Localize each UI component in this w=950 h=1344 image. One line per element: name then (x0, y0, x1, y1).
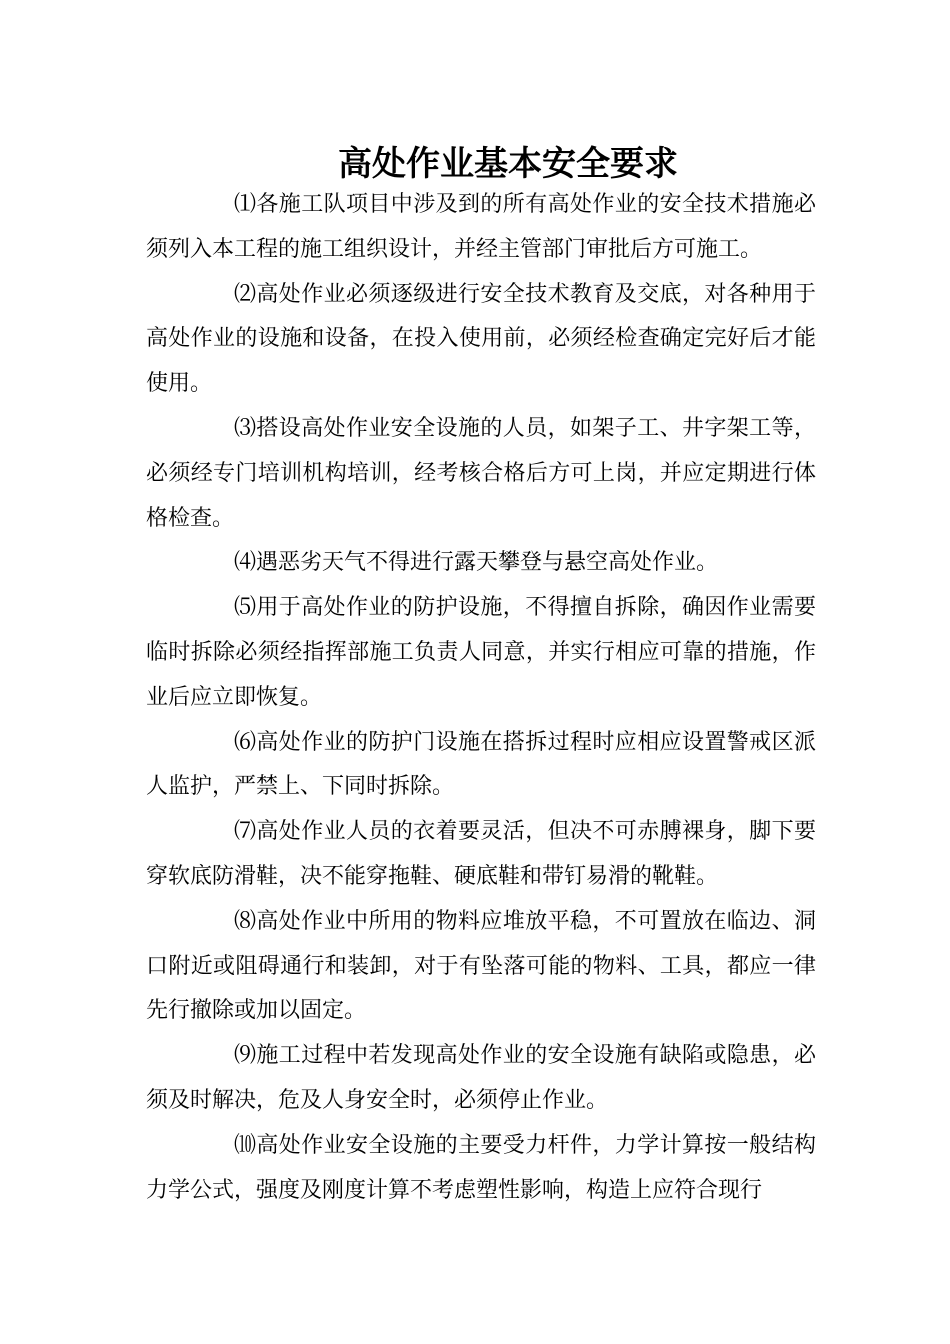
paragraph-7: ⑺高处作业人员的衣着要灵活，但决不可赤膊裸身，脚下要穿软底防滑鞋，决不能穿拖鞋、硬底鞋和带钉易滑的靴鞋。 (146, 819, 816, 889)
paragraph-10: ⑽高处作业安全设施的主要受力杆件，力学计算按一般结构力学公式，强度及刚度计算不考虑塑性影响，构造上应符合现行 (146, 1132, 816, 1203)
paragraph-5: ⑸用于高处作业的防护设施，不得擅自拆除，确因作业需要临时拆除必须经指挥部施工负责人同意，并实行相应可靠的措施，作业后应立即恢复。 (146, 595, 816, 710)
paragraph-1: ⑴各施工队项目中涉及到的所有高处作业的安全技术措施必须列入本工程的施工组织设计，并经主管部门审批后方可施工。 (146, 192, 816, 262)
paragraph-3: ⑶搭设高处作业安全设施的人员，如架子工、井字架工等，必须经专门培训机构培训，经考核合格后方可上岗，并应定期进行体格检查。 (146, 415, 816, 531)
document-body (146, 183, 816, 1213)
paragraph-2: ⑵高处作业必须逐级进行安全技术教育及交底，对各种用于高处作业的设施和设备，在投入使用前，必须经检查确定完好后才能使用。 (146, 281, 816, 397)
paragraph-4: ⑷遇恶劣天气不得进行露天攀登与悬空高处作业。 (234, 550, 719, 576)
paragraph-6: ⑹高处作业的防护门设施在搭拆过程时应相应设置警戒区派人监护，严禁上、下同时拆除。 (146, 729, 816, 800)
paragraph-8: ⑻高处作业中所用的物料应堆放平稳，不可置放在临边、洞口附近或阻碍通行和装卸，对于有坠落可能的物料、工具，都应一律先行撤除或加以固定。 (146, 908, 816, 1024)
paragraph-9: ⑼施工过程中若发现高处作业的安全设施有缺陷或隐患，必须及时解决，危及人身安全时，必须停止作业。 (146, 1043, 816, 1113)
document-title: 高处作业基本安全要求 (338, 143, 678, 184)
